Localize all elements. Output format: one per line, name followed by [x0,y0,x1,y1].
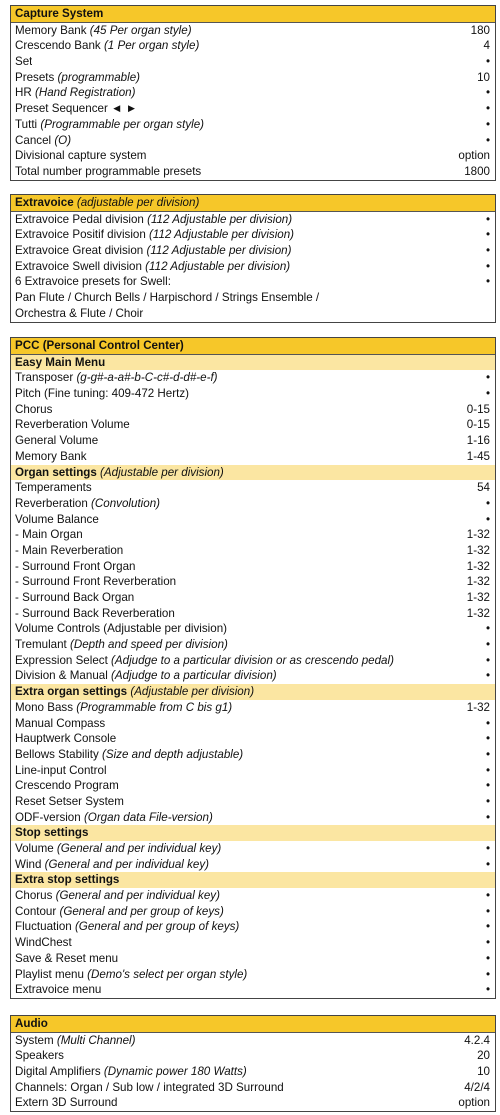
spec-note: (Adjudge to a particular division or as crescendo pedal) [111,653,394,667]
section-header [11,338,495,355]
spec-value: • [485,763,490,777]
spec-value: 0-15 [466,402,490,416]
spec-row [11,243,495,259]
subheading-row [11,355,495,371]
spec-row [11,433,495,449]
spec-value: • [485,747,490,761]
spec-label: Tutti [15,117,41,131]
spec-value: • [485,133,490,147]
spec-note: (Programmable per organ style) [40,117,205,131]
spec-row [11,164,495,180]
spec-row [11,653,495,669]
spec-row [11,590,495,606]
section-2 [10,337,496,999]
spec-row [11,1033,495,1049]
spec-row [11,496,495,512]
spec-value: 4 [483,39,490,53]
spec-value: • [485,55,490,69]
spec-label: Extravoice Great division [15,244,147,258]
spec-label: - Surround Front Reverberation [15,575,177,589]
spec-note: (112 Adjustable per division) [147,212,293,226]
spec-row [11,212,495,228]
spec-label: Preset Sequencer ◄ ► [15,102,138,116]
section-title-note: (adjustable per division) [76,196,200,209]
spec-value: 10 [477,70,490,84]
spec-label: Reset Setser System [15,794,124,808]
spec-row [11,512,495,528]
spec-row [11,857,495,873]
spec-value: • [485,496,490,510]
spec-label: - Main Organ [15,528,83,542]
spec-value: • [485,638,490,652]
section-title: Extravoice [15,196,77,209]
section-header [11,6,495,23]
spec-label: Transposer [15,371,77,385]
spec-note: (Adjudge to a particular division) [111,669,277,683]
spec-value: • [485,951,490,965]
spec-label: Crescendo Program [15,779,119,793]
spec-value: • [485,794,490,808]
subheading-label: Extra stop settings [15,873,120,887]
text-line: Orchestra & Flute / Choir [15,306,144,320]
spec-row [11,117,495,133]
spec-row [11,1048,495,1064]
spec-value: 1-32 [466,575,490,589]
spec-label: 6 Extravoice presets for Swell: [15,275,171,289]
spec-label: Speakers [15,1049,64,1063]
spec-row [11,982,495,998]
spec-value: • [485,244,490,258]
spec-row [11,606,495,622]
spec-note: (O) [54,133,72,147]
spec-value: • [485,904,490,918]
spec-value: • [485,669,490,683]
spec-row [11,919,495,935]
spec-label: System [15,1033,57,1047]
spec-row [11,778,495,794]
spec-label: - Main Reverberation [15,543,124,557]
spec-row [11,574,495,590]
spec-row [11,731,495,747]
spec-value: 180 [470,23,490,37]
spec-row [11,810,495,826]
spec-value: • [485,512,490,526]
spec-label: Memory Bank [15,23,90,37]
spec-label: Fluctuation [15,920,75,934]
spec-row [11,559,495,575]
section-header [11,1016,495,1033]
spec-label: Crescendo Bank [15,39,104,53]
spec-value: • [485,732,490,746]
spec-label: Extravoice Swell division [15,259,146,273]
spec-label: Extravoice Positif division [15,228,150,242]
spec-row [11,543,495,559]
spec-row [11,904,495,920]
spec-value: • [485,371,490,385]
spec-value: • [485,228,490,242]
spec-label: Extravoice Pedal division [15,212,148,226]
spec-label: Division & Manual [15,669,112,683]
section-1 [10,194,496,323]
spec-row [11,85,495,101]
spec-value: 4/2/4 [464,1080,490,1094]
spec-value: • [485,653,490,667]
spec-row [11,54,495,70]
spec-row [11,621,495,637]
spec-note: (Programmable from C bis g1) [76,700,233,714]
spec-value: • [485,842,490,855]
spec-label: Reverberation Volume [15,418,130,432]
spec-label: Memory Bank [15,449,87,463]
spec-value: 0-15 [466,418,490,432]
subheading-label: Organ settings [15,465,101,479]
spec-note: (General and per individual key) [56,842,222,855]
spec-value: • [485,810,490,824]
spec-note: (Demo's select per organ style) [87,967,248,981]
spec-value: 10 [477,1065,490,1079]
spec-label: Save & Reset menu [15,951,119,965]
spec-value: • [485,857,490,871]
spec-label: Total number programmable presets [15,164,202,178]
subheading-note: (Adjustable per division) [130,685,255,699]
subheading-row [11,872,495,888]
spec-value: • [485,779,490,793]
spec-label: Presets [15,70,58,84]
spec-value: 54 [477,481,490,495]
spec-row [11,274,495,290]
spec-value: 1800 [464,164,490,178]
spec-value: • [485,275,490,289]
spec-row [11,259,495,275]
spec-value: 1-32 [466,591,490,604]
spec-note: (General and per group of keys) [59,904,224,918]
spec-label: Extern 3D Surround [15,1096,118,1110]
spec-label: General Volume [15,434,99,448]
spec-value: 4.2.4 [464,1033,490,1047]
spec-note: (Size and depth adjustable) [102,747,244,761]
spec-note: (112 Adjustable per division) [145,259,291,273]
spec-label: Line-input Control [15,763,107,777]
subheading-label: Extra organ settings [15,685,131,699]
spec-label: Expression Select [15,653,112,667]
spec-row [11,370,495,386]
section-header [11,195,495,212]
spec-value: 1-32 [466,543,490,557]
spec-label: - Surround Front Organ [15,559,136,573]
spec-value: 1-32 [466,700,490,714]
spec-label: Hauptwerk Console [15,732,117,746]
spec-label: Mono Bass [15,700,77,714]
spec-note: (General and per individual key) [55,889,220,903]
spec-label: - Surround Back Reverberation [15,606,175,620]
spec-note: (g-g#-a-a#-b-C-c#-d-d#-e-f) [76,371,218,385]
spec-row [11,480,495,496]
spec-value: 1-32 [466,559,490,573]
spec-value: • [485,259,490,273]
spec-label: Set [15,55,33,69]
spec-value: 1-32 [466,528,490,542]
spec-note: (General and per individual key) [44,857,209,871]
spec-label: Pitch (Fine tuning: 409-472 Hertz) [15,387,189,401]
spec-note: (45 Per organ style) [89,23,192,37]
spec-row [11,1064,495,1080]
subheading-row [11,684,495,700]
spec-value: 1-45 [466,449,490,463]
subheading-row [11,465,495,481]
subheading-label: Stop settings [15,826,89,840]
spec-label: Tremulant [15,638,70,652]
spec-label: Volume Balance [15,512,99,526]
spec-row [11,133,495,149]
spec-value: • [485,967,490,981]
spec-row [11,951,495,967]
spec-value: option [458,1096,490,1110]
spec-row [11,700,495,716]
spec-label: WindChest [15,936,72,950]
spec-note: (programmable) [57,70,141,84]
spec-label: Temperaments [15,481,92,495]
spec-value: option [458,149,490,163]
spec-row [11,101,495,117]
spec-value: 1-32 [466,606,490,620]
spec-label: Chorus [15,889,56,903]
spec-value: • [485,212,490,226]
spec-row [11,888,495,904]
spec-note: (General and per group of keys) [74,920,240,934]
subheading-row [11,825,495,841]
spec-label: ODF-version [15,810,84,824]
spec-note: (112 Adjustable per division) [146,244,292,258]
spec-row [11,1095,495,1111]
spec-row [11,668,495,684]
section-title: PCC (Personal Control Center) [15,339,184,352]
spec-row [11,70,495,86]
spec-note: (Convolution) [91,496,160,510]
spec-row [11,763,495,779]
spec-value: • [485,102,490,116]
spec-row [11,637,495,653]
spec-row [11,148,495,164]
spec-label: Digital Amplifiers [15,1065,104,1079]
spec-value: • [485,622,490,636]
spec-row [11,449,495,465]
spec-row [11,227,495,243]
spec-label: Reverberation [15,496,92,510]
spec-value: • [485,889,490,903]
spec-row [11,967,495,983]
spec-label: Volume Controls (Adjustable per division) [15,622,228,636]
spec-row [11,935,495,951]
spec-label: HR [15,86,35,100]
spec-row [11,38,495,54]
section-3 [10,1015,496,1112]
spec-row [11,716,495,732]
spec-note: (1 Per organ style) [103,39,200,53]
spec-row [11,23,495,39]
spec-note: (Organ data File-version) [83,810,213,824]
spec-row [11,747,495,763]
section-0 [10,5,496,181]
spec-label: Manual Compass [15,716,106,730]
spec-note: (Multi Channel) [56,1033,136,1047]
spec-label: Contour [15,904,60,918]
spec-note: (112 Adjustable per division) [149,228,295,242]
text-row [11,306,495,322]
spec-label: Bellows Stability [15,747,102,761]
spec-note: (Hand Registration) [34,86,136,100]
spec-value: • [485,983,490,997]
text-row [11,290,495,306]
section-title: Audio [15,1017,48,1030]
spec-label: Cancel [15,133,55,147]
spec-label: - Surround Back Organ [15,591,135,604]
spec-value: • [485,936,490,950]
spec-note: (Depth and speed per division) [69,638,228,652]
spec-value: • [485,86,490,100]
section-title: Capture System [15,7,104,20]
spec-row [11,841,495,857]
text-line: Pan Flute / Church Bells / Harpischord / Strings Ensemble / [15,291,320,305]
spec-row [11,527,495,543]
spec-value: 20 [477,1049,490,1063]
spec-label: Wind [15,857,45,871]
subheading-note: (Adjustable per division) [100,465,224,479]
spec-row [11,386,495,402]
subheading-label: Easy Main Menu [15,355,106,369]
spec-label: Chorus [15,402,53,416]
spec-value: • [485,716,490,730]
spec-value: • [485,117,490,131]
spec-row [11,402,495,418]
spec-row [11,417,495,433]
spec-row [11,794,495,810]
spec-label: Channels: Organ / Sub low / integrated 3D Surround [15,1080,284,1094]
spec-value: 1-16 [466,434,490,448]
spec-row [11,1080,495,1096]
spec-value: • [485,920,490,934]
spec-note: (Dynamic power 180 Watts) [103,1065,247,1079]
spec-label: Divisional capture system [15,149,147,163]
spec-label: Playlist menu [15,967,88,981]
spec-label: Extravoice menu [15,983,102,997]
spec-label: Volume [15,842,57,855]
spec-value: • [485,387,490,401]
